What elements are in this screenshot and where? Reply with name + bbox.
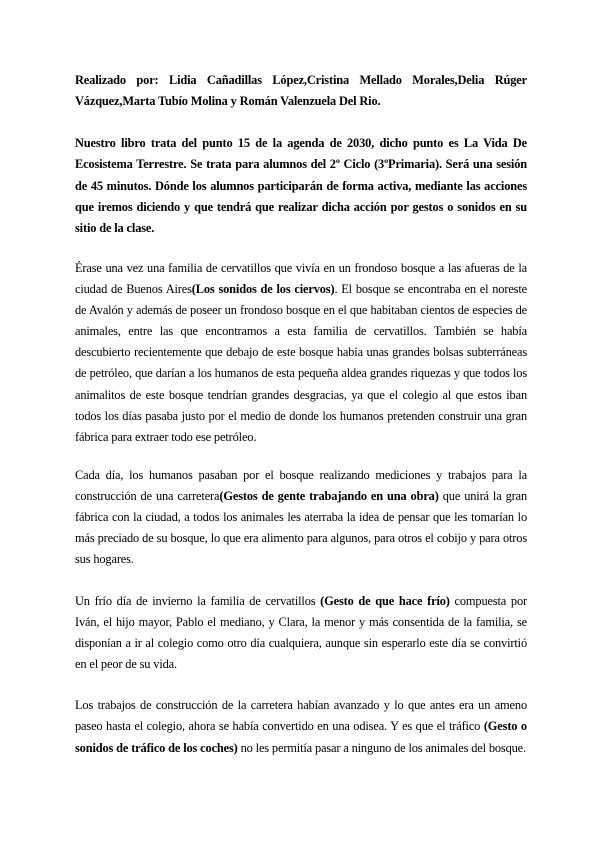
action-cue: (Gestos de gente trabajando en una obra)	[219, 489, 439, 504]
story-text: Los trabajos de construcción de la carretera habían avanzado y lo que antes era un ameno paseo hasta el colegio, ahora se había convertido en una odisea. Y es que el tráfico	[75, 698, 527, 734]
authors-line: Realizado por: Lidia Cañadillas López,Cristina Mellado Morales,Delia Rúger Vázquez,Marta Tubío Molina y Román Valenzuela Del Rio.	[75, 73, 527, 109]
story-text: compuesta por Iván, el hijo mayor, Pablo el mediano, y Clara, la menor y más consentida de la familia, se disponían a ir al colegio como otro día cualquiera, aunque sin esperarlo este día se convirtió en el peor de su vida.	[75, 594, 527, 672]
story-text: no les permitía pasar a ninguno de los animales del bosque.	[237, 740, 526, 755]
action-cue: (Gesto de que hace frío)	[320, 594, 450, 608]
story-text: Érase una vez una familia de cervatillos que vivía en un frondoso bosque a las afueras de la ciudad de Buenos Aires	[75, 261, 527, 297]
story-text: . El bosque se encontraba en el noreste de Avalón y además de poseer un frondoso bosque en el que habitaban cientos de especies de animales, entre las que encontramos a esta familia de cervatillos. También se había descubierto recientemente que debajo de este bosque había unas grandes bolsas subterráneas de petróleo, que darían a los humanos de esta pequeña aldea grandes riquezas y que todos los animalitos de este bosque tendrían grandes desgracias, ya que el colegio al que estos iban todos los días pasaba justo por el medio de donde los humanos pretenden construir una gran fábrica para extraer todo ese petróleo.	[75, 282, 527, 444]
story-text: que unirá la gran fábrica con la ciudad, a todos los animales les aterraba la idea de pensar que les tomarían lo más preciado de su bosque, lo que era alimento para algunos, para otros el cobijo y para otros sus hogares.	[75, 489, 528, 567]
action-cue: (Los sonidos de los ciervos)	[191, 282, 335, 297]
story-paragraph-2	[75, 465, 527, 570]
story-text: Cada día, los humanos pasaban por el bosque realizando mediciones y trabajos para la construcción de una carretera	[75, 468, 527, 504]
story-text: Un frío día de invierno la familia de cervatillos	[75, 594, 321, 608]
action-cue: (Gesto o sonidos de tráfico de los coches)	[75, 719, 527, 755]
story-paragraph-1	[75, 258, 527, 448]
story-paragraph-3	[75, 591, 527, 675]
story-paragraph-4	[75, 695, 527, 759]
intro-paragraph: Nuestro libro trata del punto 15 de la agenda de 2030, dicho punto es La Vida De Ecosistema Terrestre. Se trata para alumnos del 2º Ciclo (3ºPrimaria). Será una sesión de 45 minutos. Dónde los alumnos participarán de forma activa, mediante las acciones que iremos diciendo y que tendrá que realizar dicha acción por gestos o sonidos en su sitio de la clase.	[75, 136, 527, 236]
